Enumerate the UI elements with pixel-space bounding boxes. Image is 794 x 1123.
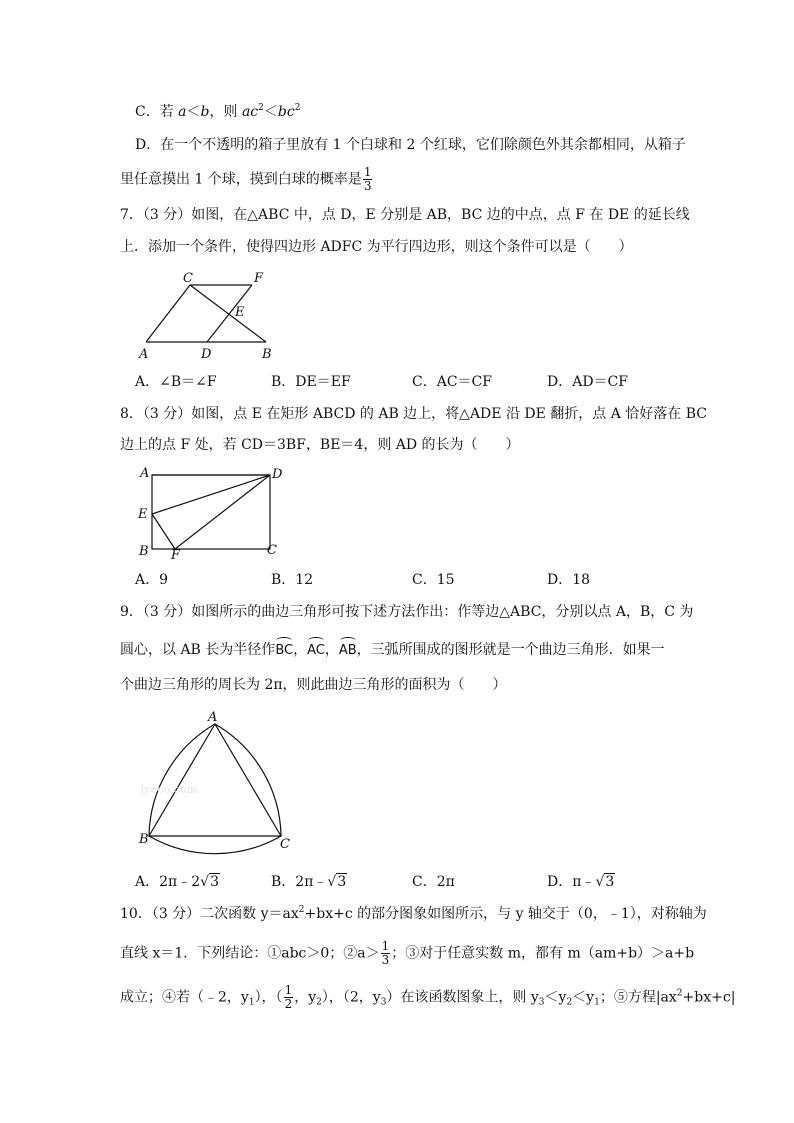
q9-label-b: B [139, 832, 149, 847]
q10-stem-line2: 直线 x＝1．下列结论：①abc＞0；②a＞ $\frac{1}{3}$ ；③对于任意实数 m，都有 m（am+b）＞a+b [120, 939, 695, 967]
q10-stem-line1: 10．（3 分）二次函数 $y=ax^2+bx+c$ 的部分图象如图所示，与 y 轴交于（0，﹣1），对称轴为 [120, 905, 707, 922]
q8-stem-line1: 8．（3 分）如图，点 E 在矩形 ABCD 的 AB 边上，将△ADE 沿 DE 翻折，点 A 恰好落在 BC [120, 406, 708, 422]
q8-option-a: A．9 [135, 572, 169, 588]
q9-label-a: A [208, 710, 218, 725]
fraction-one-half: $\frac{1}{2}$ [284, 983, 293, 1011]
q9-option-b: B．2π﹣√3 [271, 874, 347, 890]
q7-label-a: A [139, 347, 149, 362]
fraction-one-third: $\frac{1}{3}$ [363, 165, 372, 193]
q7-stem-line1: 7．（3 分）如图，在△ABC 中，点 D，E 分别是 AB，BC 边的中点，点 F 在 DE 的延长线 [120, 207, 690, 223]
q7-label-d: D [201, 347, 212, 362]
q6-option-d-line1: D．在一个不透明的箱子里放有 1 个白球和 2 个红球，它们除颜色外其余都相同，从箱子 [135, 137, 686, 153]
q7-stem-line2: 上．添加一个条件，使得四边形 ADFC 为平行四边形，则这个条件可以是（ ） [120, 239, 633, 255]
q8-option-d: D．18 [547, 572, 591, 588]
q8-label-b: B [139, 544, 149, 559]
q9-stem-line3: 个曲边三角形的周长为 2π，则此曲边三角形的面积为（ ） [120, 677, 507, 693]
q8-label-d: D [272, 467, 283, 482]
q9-option-c: C．2π [412, 874, 455, 890]
sqrt-sign: √ [595, 874, 605, 890]
q7-option-d: D．AD＝CF [547, 374, 628, 390]
arc-ab-symbol: AB [339, 641, 357, 661]
q8-label-a: A [140, 466, 150, 481]
q8-label-f: F [171, 548, 181, 563]
q8-figure [130, 462, 290, 562]
q8-label-e: E [138, 507, 148, 522]
q7-label-c: C [183, 271, 193, 286]
sqrt-sign: √ [200, 874, 210, 890]
q7-figure [130, 268, 290, 363]
q9-watermark: Jyeoo.com [140, 783, 197, 796]
arc-bc-symbol: BC [275, 641, 293, 661]
sqrt-sign: √ [327, 874, 337, 890]
q9-option-a: A．2π﹣2√3 [135, 874, 219, 890]
fraction-one-third: $\frac{1}{3}$ [381, 939, 390, 967]
q6-option-d-line2: 里任意摸出 1 个球，摸到白球的概率是 $\frac{1}{3}$ [120, 165, 372, 193]
q8-label-c: C [267, 543, 277, 558]
q9-option-d: D．π﹣√3 [547, 874, 615, 890]
q8-option-c: C．15 [412, 572, 455, 588]
q8-stem-line2: 边上的点 F 处，若 CD＝3BF，BE＝4，则 AD 的长为（ ） [120, 437, 520, 453]
q7-label-e: E [235, 305, 245, 320]
q9-figure [130, 705, 310, 860]
q9-stem-line2: 圆心，以 AB 长为半径作BC，AC，AB，三弧所围成的图形就是一个曲边三角形．如果一 [120, 640, 665, 661]
q7-label-b: B [262, 347, 272, 362]
q8-option-b: B．12 [271, 572, 314, 588]
q6-option-c: C．若 a＜b，则 $ac^2<bc^2$ [135, 103, 301, 120]
q7-option-c: C．AC＝CF [412, 374, 492, 390]
q10-stem-line3: 成立；④若（﹣2，$y_1$），（ $\frac{1}{2}$ ，$y_2$），（2，$y_3$）在该函数图象上，则 $y_3<y_2<y_1$；⑤方程$|ax^2+bx+c|$ [120, 983, 736, 1011]
q9-label-c: C [280, 837, 290, 852]
q7-option-a: A．∠B＝∠F [135, 374, 217, 390]
q7-label-f: F [254, 271, 264, 286]
q9-stem-line1: 9．（3 分）如图所示的曲边三角形可按下述方法作出：作等边△ABC，分别以点 A，B，C 为 [120, 604, 694, 620]
q7-option-b: B．DE＝EF [271, 374, 351, 390]
arc-ac-symbol: AC [307, 641, 325, 661]
